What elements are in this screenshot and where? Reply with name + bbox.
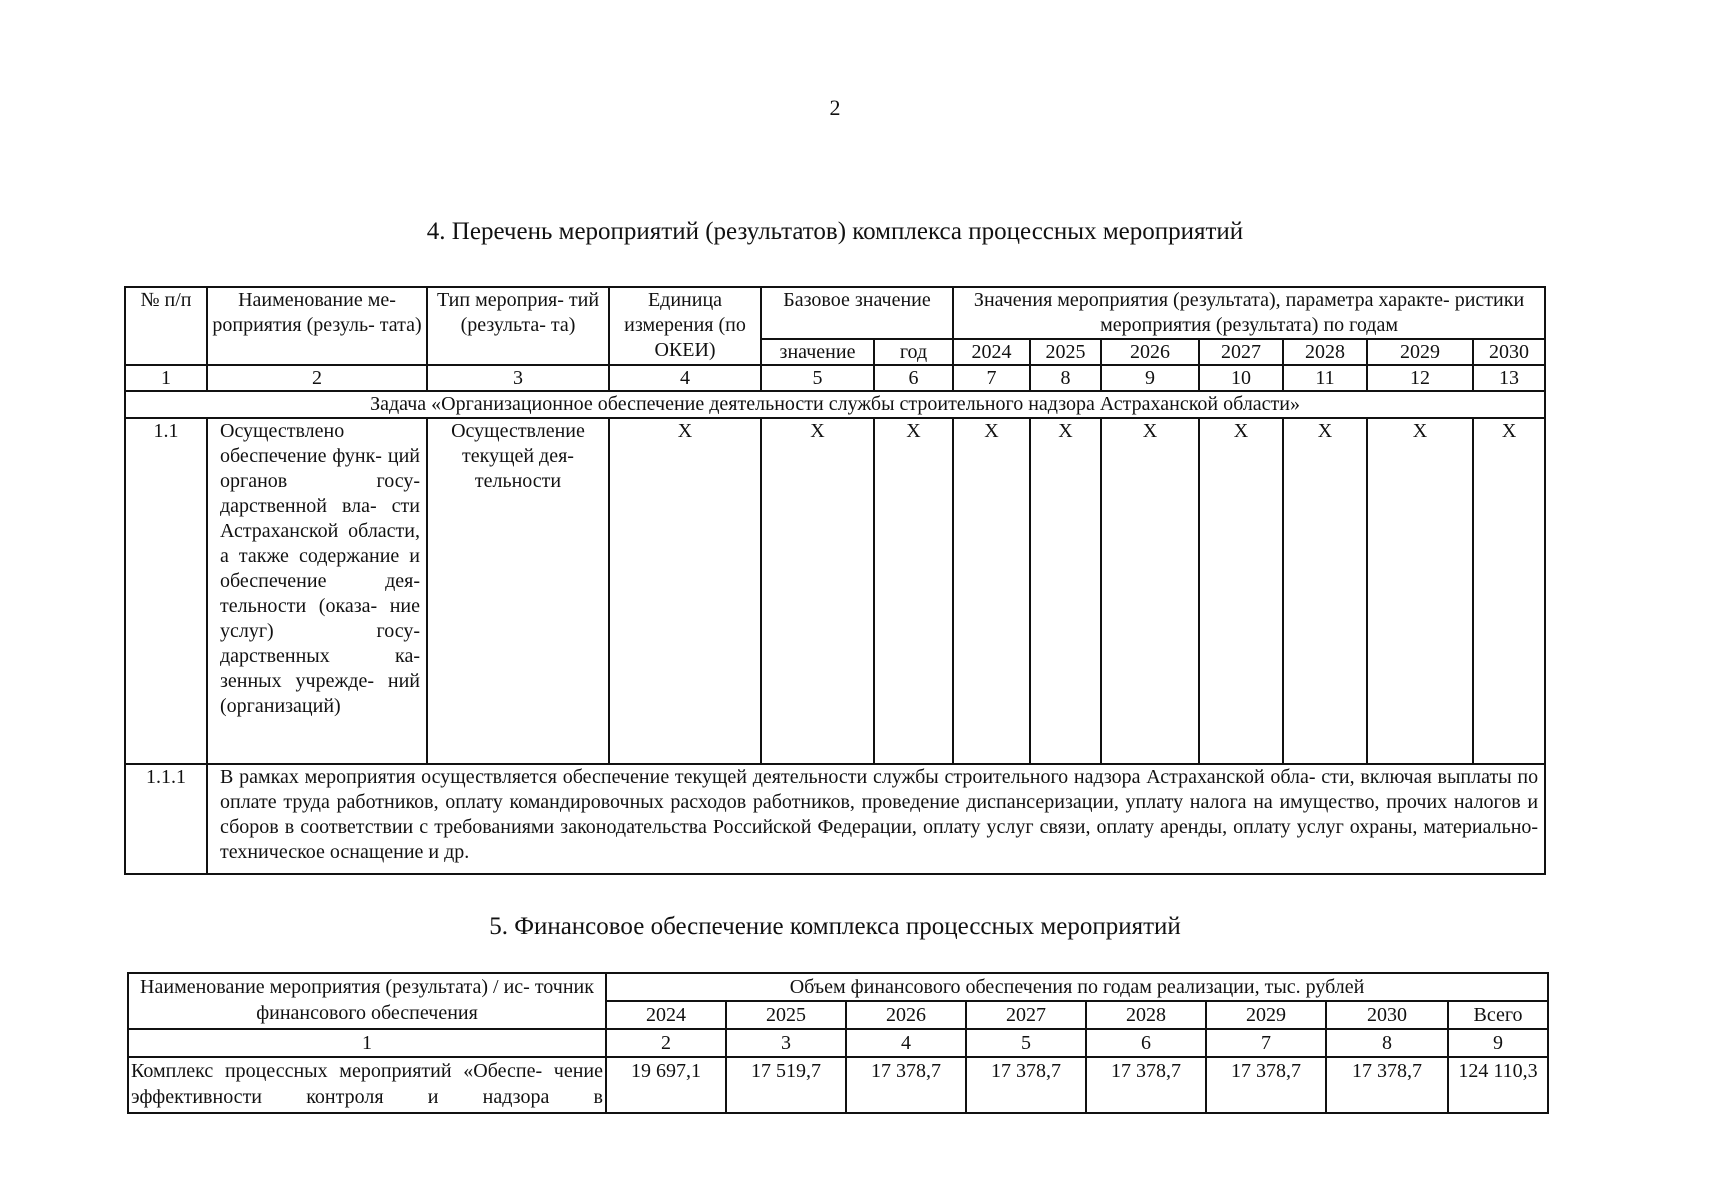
column-number: 7 [953, 365, 1030, 391]
column-number: 2 [606, 1029, 726, 1057]
row-description: В рамках мероприятия осуществляется обеспечение текущей деятельности службы строительного надзора Астраханской обла- сти, включая выплаты по оплате труда работников, оплату командировочных расходов работников, проведение диспансеризации, уплату налога на имущество, прочих налогов и сборов в соответствии с требованиями законодательства Российской Федерации, оплату услуг связи, оплату аренды, оплату услуг охраны, материально-техническое оснащение и др. [207, 764, 1545, 874]
column-number: 4 [846, 1029, 966, 1057]
fin-header-row-1 [128, 973, 1548, 1001]
column-number: 7 [1206, 1029, 1326, 1057]
column-number: 9 [1448, 1029, 1548, 1057]
column-number: 1 [125, 365, 207, 391]
fin-value: 19 697,1 [606, 1057, 726, 1113]
measures-table [124, 286, 1546, 875]
header-year: 2025 [1030, 339, 1101, 365]
fin-header-year: 2024 [606, 1001, 726, 1029]
fin-row-name: Комплекс процессных мероприятий «Обеспе- чение эффективности контроля и надзора в [128, 1057, 606, 1113]
column-number: 6 [874, 365, 953, 391]
column-number: 9 [1101, 365, 1199, 391]
header-base-year: год [874, 339, 953, 365]
row-num: 1.1.1 [125, 764, 207, 874]
table-row [128, 1057, 1548, 1113]
fin-header-volume: Объем финансового обеспечения по годам реализации, тыс. рублей [606, 973, 1548, 1001]
header-values: Значения мероприятия (результата), параметра характе- ристики мероприятия (результата) по годам [953, 287, 1545, 339]
header-row-1 [125, 287, 1545, 313]
header-year: 2024 [953, 339, 1030, 365]
cell-x: X [1283, 418, 1367, 764]
column-number: 5 [966, 1029, 1086, 1057]
row-name: Осуществлено обеспечение функ- ций органов госу- дарственной вла- сти Астраханской области, а также содержание и обеспечение дея- тельности (оказа- ние услуг) госу- дарственных ка- зенных учрежде- ний (организаций) [207, 418, 427, 764]
fin-value: 17 378,7 [846, 1057, 966, 1113]
header-base: Базовое значение [761, 287, 953, 339]
header-base-value: значение [761, 339, 874, 365]
cell-x: X [1030, 418, 1101, 764]
cell-x: X [1101, 418, 1199, 764]
section-5-title: 5. Финансовое обеспечение комплекса процессных мероприятий [489, 913, 1181, 940]
section-4-title: 4. Перечень мероприятий (результатов) комплекса процессных мероприятий [426, 218, 1244, 245]
column-number: 13 [1473, 365, 1545, 391]
column-number: 4 [609, 365, 761, 391]
column-number: 5 [761, 365, 874, 391]
cell-x: X [1199, 418, 1283, 764]
fin-column-numbers-row [128, 1029, 1548, 1057]
row-type: Осуществление текущей дея- тельности [427, 418, 609, 764]
task-text: Задача «Организационное обеспечение деятельности службы строительного надзора Астраханской области» [125, 391, 1545, 418]
fin-header-year: 2025 [726, 1001, 846, 1029]
column-number: 12 [1367, 365, 1473, 391]
fin-header-year: 2026 [846, 1001, 966, 1029]
fin-value: 17 378,7 [1326, 1057, 1448, 1113]
cell-x: X [761, 418, 874, 764]
task-row [125, 391, 1545, 418]
fin-header-year: 2029 [1206, 1001, 1326, 1029]
fin-value: 17 378,7 [1086, 1057, 1206, 1113]
header-type: Тип мероприя- тий (результа- та) [427, 287, 609, 365]
column-number: 10 [1199, 365, 1283, 391]
cell-x: X [609, 418, 761, 764]
fin-total: 124 110,3 [1448, 1057, 1548, 1113]
table-row [125, 764, 1545, 874]
table-row [125, 418, 1545, 764]
column-number: 3 [726, 1029, 846, 1057]
column-number: 1 [128, 1029, 606, 1057]
row-num: 1.1 [125, 418, 207, 764]
cell-x: X [1473, 418, 1545, 764]
fin-header-year: 2030 [1326, 1001, 1448, 1029]
fin-value: 17 378,7 [1206, 1057, 1326, 1113]
column-number: 3 [427, 365, 609, 391]
header-name: Наименование ме- роприятия (резуль- тата) [207, 287, 427, 365]
column-number: 11 [1283, 365, 1367, 391]
header-unit: Единица измерения (по ОКЕИ) [609, 287, 761, 365]
cell-x: X [1367, 418, 1473, 764]
cell-x: X [953, 418, 1030, 764]
header-year: 2028 [1283, 339, 1367, 365]
column-numbers-row [125, 365, 1545, 391]
fin-value: 17 378,7 [966, 1057, 1086, 1113]
fin-header-year: 2027 [966, 1001, 1086, 1029]
header-year: 2027 [1199, 339, 1283, 365]
cell-x: X [874, 418, 953, 764]
fin-value: 17 519,7 [726, 1057, 846, 1113]
column-number: 6 [1086, 1029, 1206, 1057]
column-number: 8 [1326, 1029, 1448, 1057]
column-number: 8 [1030, 365, 1101, 391]
fin-header-year: 2028 [1086, 1001, 1206, 1029]
financing-table [127, 972, 1549, 1114]
column-number: 2 [207, 365, 427, 391]
header-year: 2026 [1101, 339, 1199, 365]
page-number: 2 [829, 95, 841, 120]
header-num: № п/п [125, 287, 207, 365]
header-year: 2029 [1367, 339, 1473, 365]
fin-header-total: Всего [1448, 1001, 1548, 1029]
fin-header-name: Наименование мероприятия (результата) / ис- точник финансового обеспечения [128, 973, 606, 1029]
header-year: 2030 [1473, 339, 1545, 365]
